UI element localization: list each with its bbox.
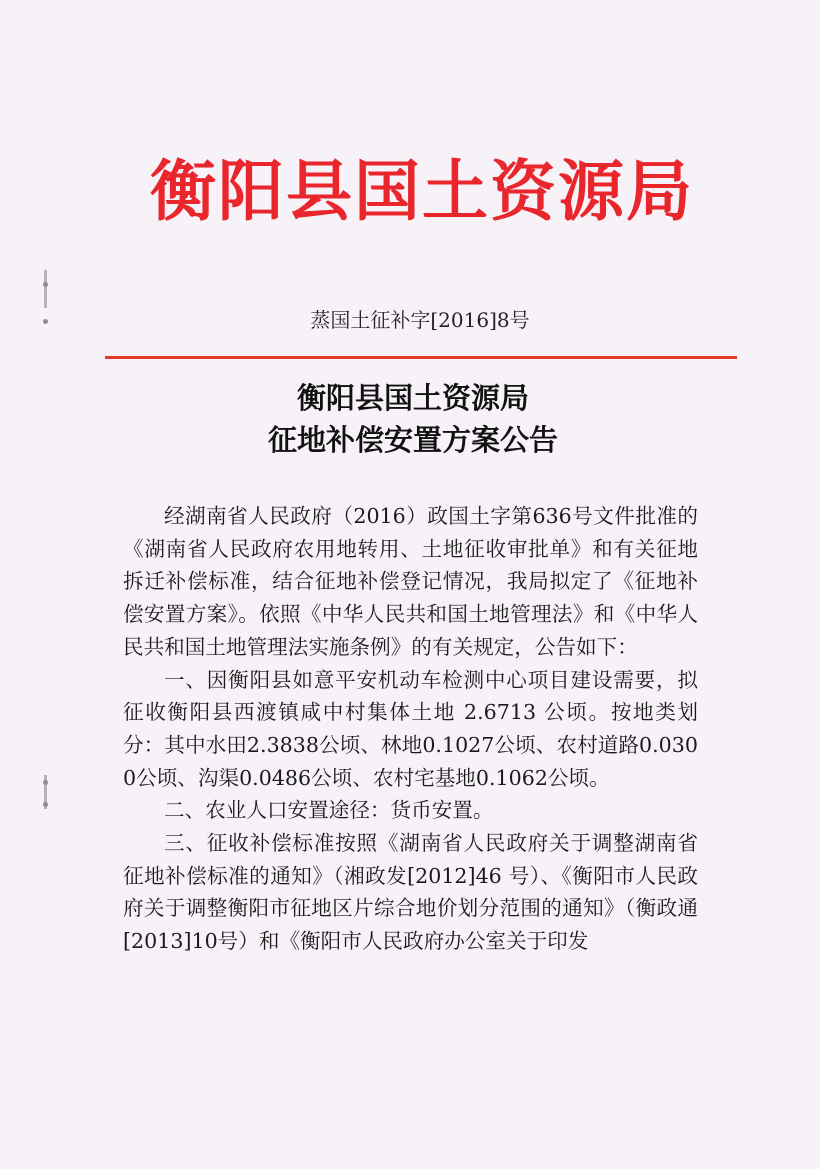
body-paragraph-3: 三、征收补偿标准按照《湖南省人民政府关于调整湖南省征地补偿标准的通知》（湘政发[2012]46 号）、《衡阳市人民政府关于调整衡阳市征地区片综合地价划分范围的通知》（衡政通[2013]10号）和《衡阳市人民政府办公室关于印发 [123, 831, 698, 954]
letterhead-title: 衡阳县国土资源局 [150, 152, 694, 230]
notice-title-line1: 衡阳县国土资源局 [296, 381, 529, 415]
staple-hole [43, 780, 48, 785]
staple-hole [43, 802, 48, 807]
binding-mark [44, 270, 47, 308]
notice-title-line2: 征地补偿安置方案公告 [267, 423, 558, 457]
scan-margin [820, 0, 826, 1169]
letterhead-divider [105, 356, 737, 359]
body-paragraph-1: 一、因衡阳县如意平安机动车检测中心项目建设需要，拟征收衡阳县西渡镇咸中村集体土地 2.6713 公顷。按地类划分：其中水田2.3838公顷、林地0.1027公顷、农村道路0.0300公顷、沟渠0.0486公顷、农村宅基地0.1062公顷。 [123, 667, 698, 790]
notice-body [123, 500, 698, 958]
document-number: 蒸国土征补字[2016]8号 [310, 308, 530, 332]
body-paragraph-2: 二、农业人口安置途径：货币安置。 [164, 798, 494, 823]
body-paragraph-intro: 经湖南省人民政府（2016）政国土字第636号文件批准的《湖南省人民政府农用地转用、土地征收审批单》和有关征地拆迁补偿标准，结合征地补偿登记情况，我局拟定了《征地补偿安置方案》。依照《中华人民共和国土地管理法》和《中华人民共和国土地管理法实施条例》的有关规定，公告如下： [123, 504, 698, 659]
staple-hole [43, 282, 48, 287]
